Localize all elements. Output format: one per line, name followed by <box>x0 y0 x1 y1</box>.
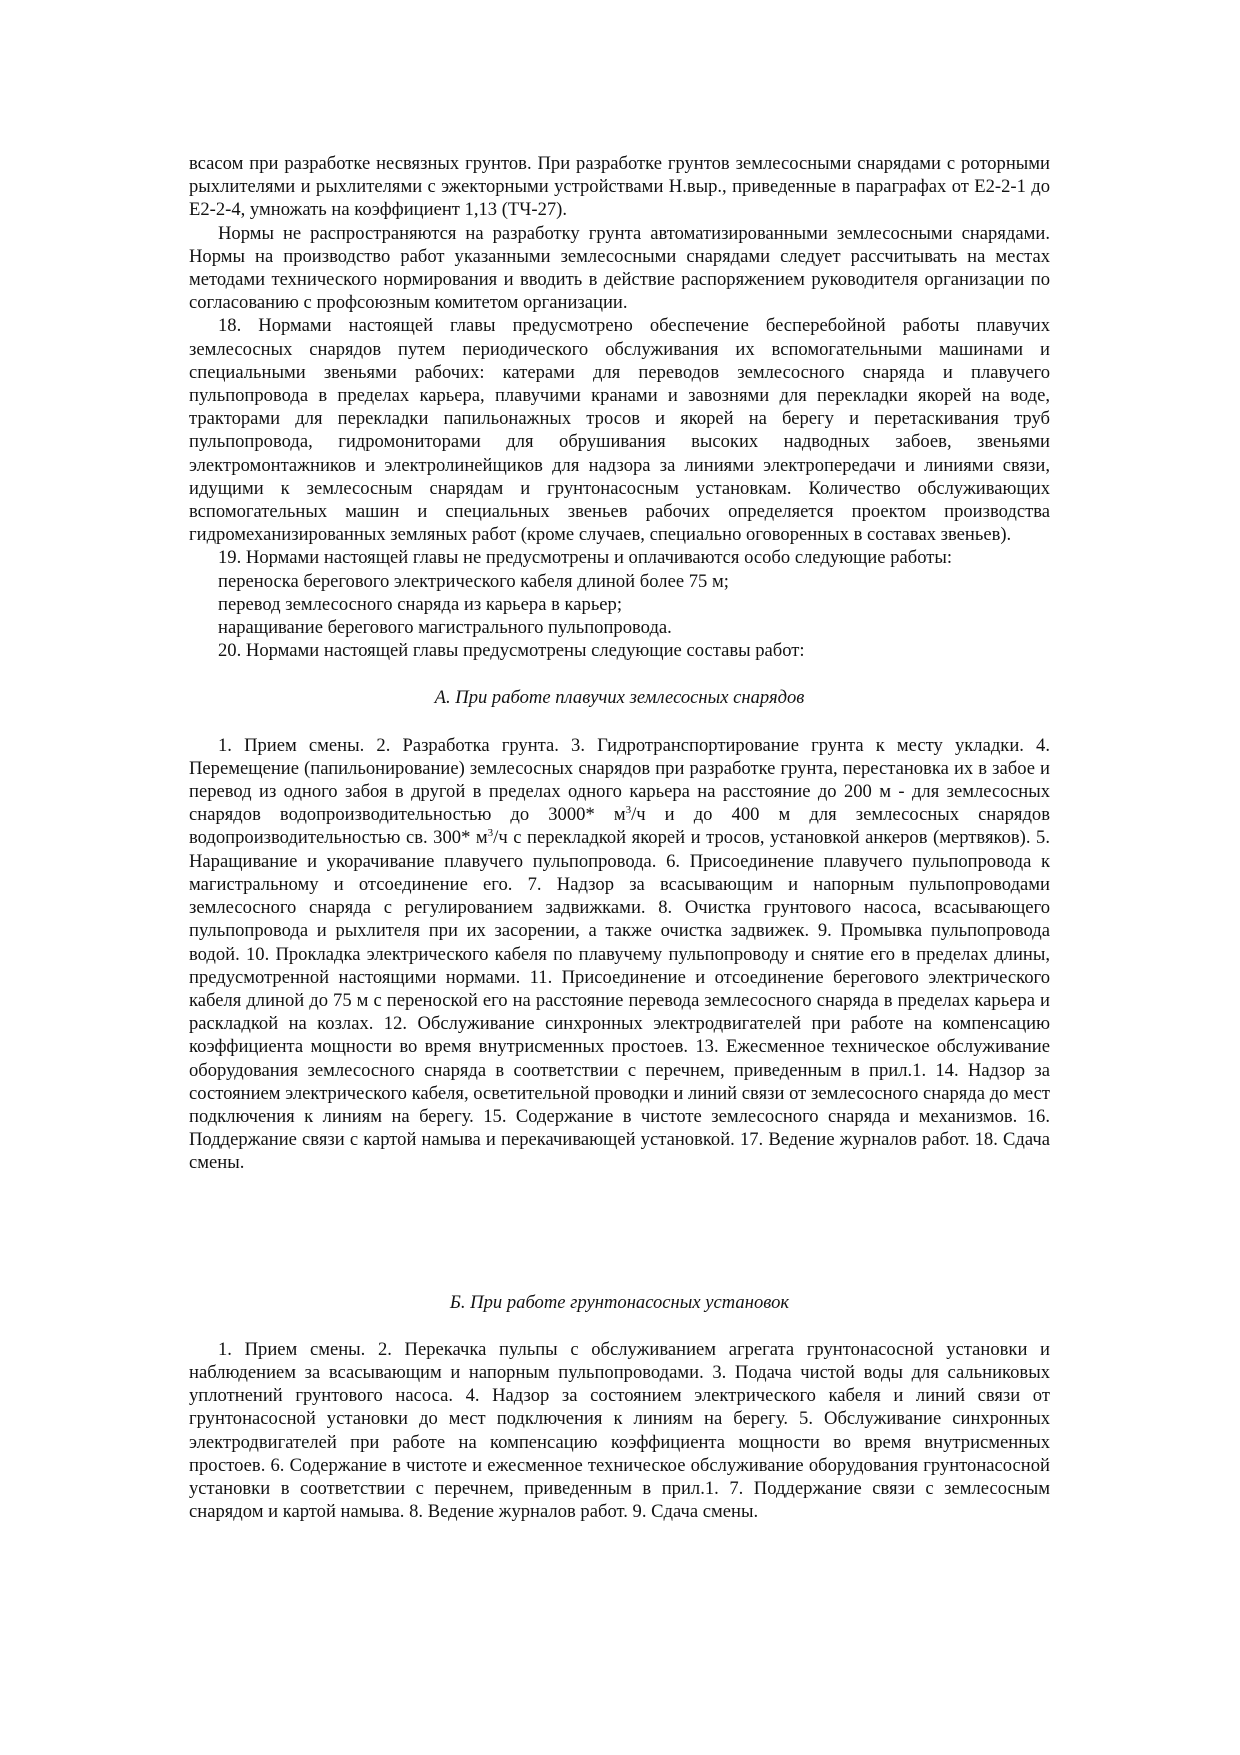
section-b-heading: Б. При работе грунтонасосных установок <box>449 1291 790 1313</box>
section-a-text-part-3: /ч с перекладкой якорей и тросов, установкой анкеров (мертвяков). 5. Наращивание и укорачивание плавучего пульпопровода. 6. Присоединение плавучего пульпопровода к магистральному и отсоединение его. 7. Надзор за всасывающим и напорным пульпопроводами землесосного снаряда с регулированием задвижками. 8. Очистка грунтового насоса, всасывающего пульпопровода и рыхлителя при их засорении, а также очистка задвижек. 9. Промывка пульпопровода водой. 10. Прокладка электрического кабеля по плавучему пульпопроводу и снятие его в пределах длины, предусмотренной настоящими нормами. 11. Присоединение и отсоединение берегового электрического кабеля длиной до 75 м с переноской его на расстояние перевода землесосного снаряда в пределах карьера и раскладкой на козлах. 12. Обслуживание синхронных электродвигателей при работе на компенсацию коэффициента мощности во время внутрисменных простоев. 13. Ежесменное техническое обслуживание оборудования землесосного снаряда в соответствии с перечнем, приведенным в прил.1. 14. Надзор за состоянием электрического кабеля, осветительной проводки и линий связи от землесосного снаряда до мест подключения к линиям на берегу. 15. Содержание в чистоте землесосного снаряда и механизмов. 16. Поддержание связи с картой намыва и перекачивающей установкой. 17. Ведение журналов работ. 18. Сдача смены. <box>189 827 1050 1174</box>
section-a-heading: А. При работе плавучих землесосных снарядов <box>434 687 805 709</box>
paragraph-continuation: всасом при разработке несвязных грунтов. При разработке грунтов землесосными снарядами с роторными рыхлителями и рыхлителями с эжекторными устройствами Н.выр., приведенные в параграфах от Е2-2-1 до Е2-2-4, умножать на коэффициент 1,13 (ТЧ-27). <box>189 153 1050 221</box>
list-item: наращивание берегового магистрального пульпопровода. <box>218 617 672 639</box>
list-item: переноска берегового электрического кабеля длиной более 75 м; <box>218 570 729 592</box>
document-page <box>189 152 1050 1523</box>
section-a-text-part-1: 1. Прием смены. 2. Разработка грунта. 3. Гидротранспортирование грунта к месту укладки. 4. Перемещение (папильонирование) землесосных снарядов при разработке грунта, перестановка их в забое и перевод из одного забоя в другой в пределах одного карьера на расстояние до 200 м - для землесосных снарядов водопроизводительностью до 3000* м <box>189 734 1050 826</box>
superscript-cubic-2: 3 <box>487 827 494 840</box>
paragraph-norms-not-apply: Нормы не распространяются на разработку грунта автоматизированными землесосными снарядами. Нормы на производство работ указанными землесосными снарядами следует рассчитывать на местах методами технического нормирования и вводить в действие распоряжением руководителя организации по согласованию с профсоюзным комитетом организации. <box>189 222 1050 314</box>
paragraph-18: 18. Нормами настоящей главы предусмотрено обеспечение бесперебойной работы плавучих землесосных снарядов путем периодического обслуживания их вспомогательными машинами и специальными звеньями рабочих: катерами для переводов землесосного снаряда и плавучего пульпопровода в пределах карьера, плавучими кранами и завознями для перекладки якорей на воде, тракторами для перекладки папильонажных тросов и якорей на берегу и перетаскивания труб пульпопровода, гидромониторами для обрушивания высоких надводных забоев, звеньями электромонтажников и электролинейщиков для надзора за линиями электропередачи и линиями связи, идущими к землесосным снарядам и грунтонасосным установкам. Количество обслуживающих вспомогательных машин и специальных звеньев рабочих определяется проектом производства гидромеханизированных земляных работ (кроме случаев, специально оговоренных в составах звеньев). <box>189 315 1050 546</box>
paragraph-19-intro: 19. Нормами настоящей главы не предусмотрены и оплачиваются особо следующие работы: <box>218 547 953 569</box>
list-item: перевод землесосного снаряда из карьера в карьер; <box>218 593 623 615</box>
section-a-text <box>189 734 1050 1175</box>
section-a-text-part-2: /ч и до 400 м для землесосных снарядов водопроизводительностью св. 300* м <box>189 804 1051 849</box>
superscript-cubic-1: 3 <box>625 804 632 817</box>
paragraph-20: 20. Нормами настоящей главы предусмотрены следующие составы работ: <box>218 640 805 662</box>
section-b-text: 1. Прием смены. 2. Перекачка пульпы с обслуживанием агрегата грунтонасосной установки и наблюдением за всасывающим и напорным пульпопроводами. 3. Подача чистой воды для сальниковых уплотнений грунтового насоса. 4. Надзор за состоянием электрического кабеля и линий связи от грунтонасосной установки до мест подключения к линиям на берегу. 5. Обслуживание синхронных электродвигателей при работе на компенсацию коэффициента мощности во время внутрисменных простоев. 6. Содержание в чистоте и ежесменное техническое обслуживание оборудования грунтонасосной установки в соответствии с перечнем, приведенным в прил.1. 7. Поддержание связи с землесосным снарядом и картой намыва. 8. Ведение журналов работ. 9. Сдача смены. <box>189 1338 1050 1523</box>
